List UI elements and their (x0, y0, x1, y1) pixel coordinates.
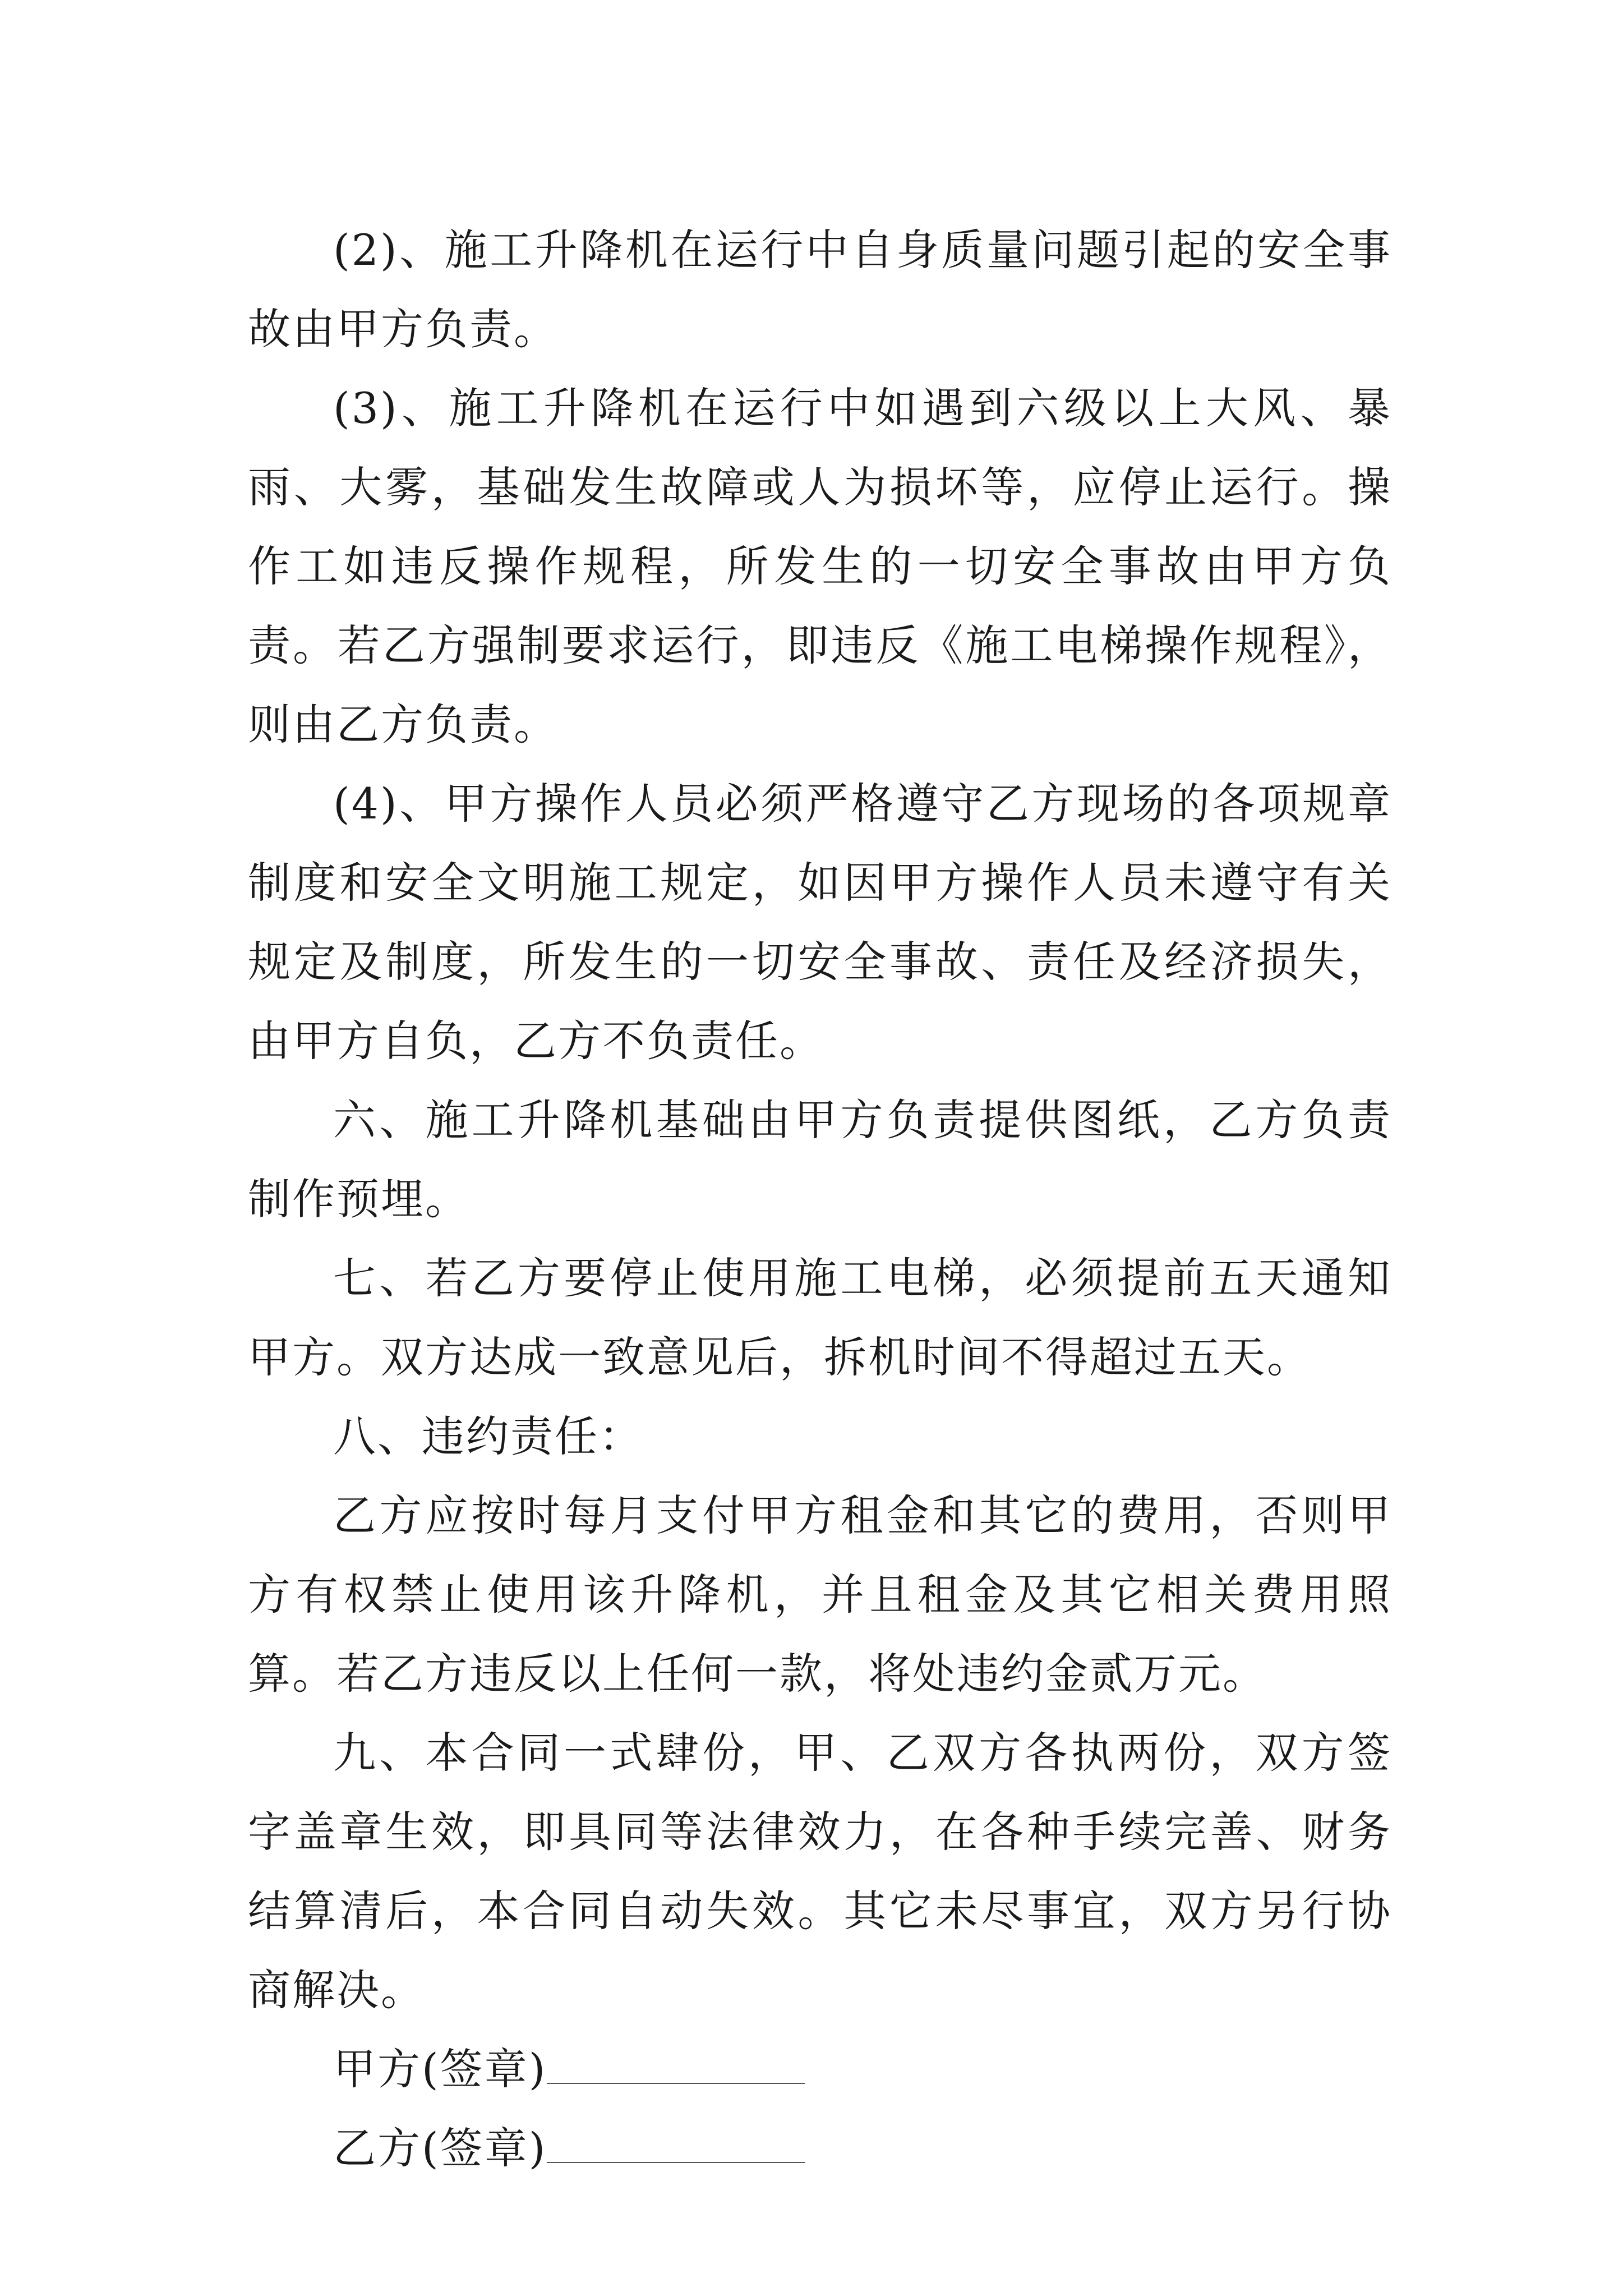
section-8-body: 乙方应按时每月支付甲方租金和其它的费用，否则甲方有权禁止使用该升降机，并且租金及其它相关费用照算。若乙方违反以上任何一款，将处违约金贰万元。 (248, 1490, 1392, 1699)
party-b-label: 乙方(签章) (333, 2123, 547, 2173)
section-9: 九、本合同一式肆份，甲、乙双方各执两份，双方签字盖章生效，即具同等法律效力，在各种手续完善、财务结算清后，本合同自动失效。其它未尽事宜，双方另行协商解决。 (248, 1728, 1392, 2015)
clause-3: (3)、施工升降机在运行中如遇到六级以上大风、暴雨、大雾，基础发生故障或人为损坏等，应停止运行。操作工如违反操作规程，所发生的一切安全事故由甲方负责。若乙方强制要求运行，即违反《施工电梯操作规程》，则由乙方负责。 (248, 383, 1392, 749)
clause-4: (4)、甲方操作人员必须严格遵守乙方现场的各项规章制度和安全文明施工规定，如因甲方操作人员未遵守有关规定及制度，所发生的一切安全事故、责任及经济损失，由甲方自负，乙方不负责任。 (248, 779, 1392, 1066)
party-a-signature-blank[interactable] (547, 2053, 805, 2084)
section-7: 七、若乙方要停止使用施工电梯，必须提前五天通知甲方。双方达成一致意见后，拆机时间不得超过五天。 (248, 1253, 1392, 1382)
section-8-heading: 八、违约责任： (333, 1411, 643, 1461)
party-a-signature-line (248, 2030, 1392, 2109)
party-b-signature-blank[interactable] (547, 2132, 805, 2163)
document-body (248, 210, 1392, 2188)
party-b-signature-line (248, 2109, 1392, 2188)
section-6: 六、施工升降机基础由甲方负责提供图纸，乙方负责制作预埋。 (248, 1095, 1392, 1224)
party-a-label: 甲方(签章) (333, 2044, 547, 2094)
clause-2: (2)、施工升降机在运行中自身质量问题引起的安全事故由甲方负责。 (248, 225, 1392, 354)
